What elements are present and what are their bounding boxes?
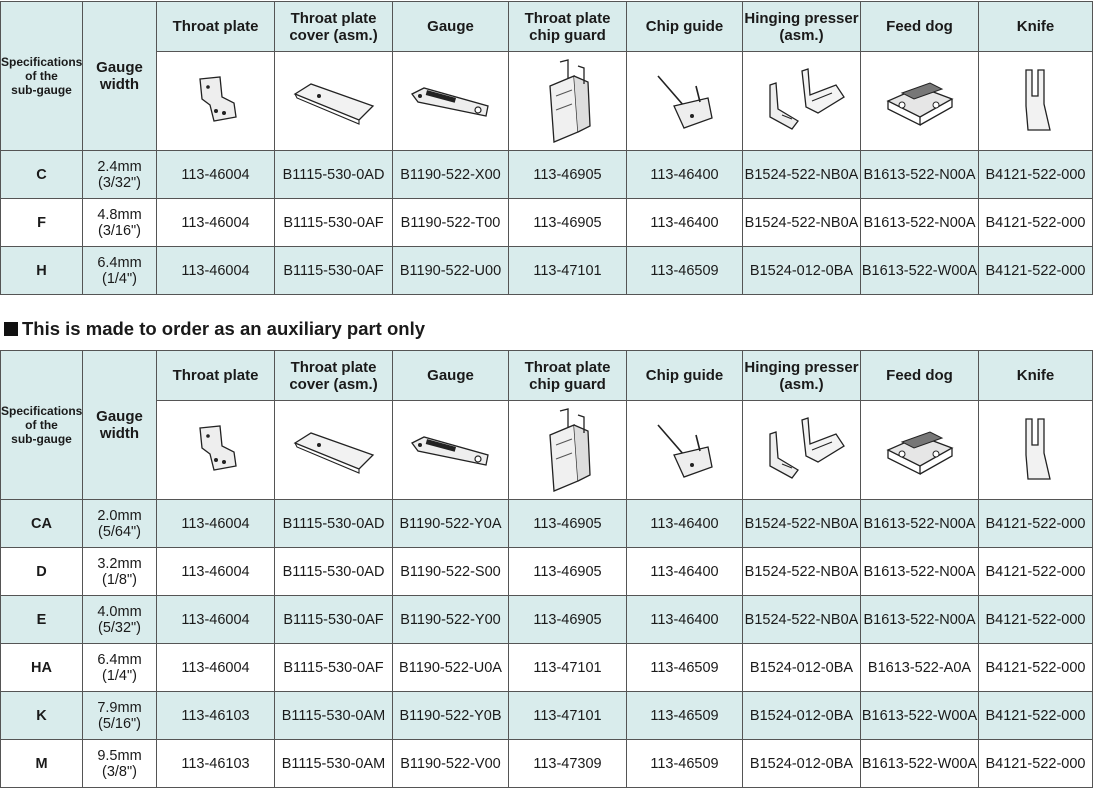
chip-guard-icon (509, 401, 627, 500)
knife-icon (979, 401, 1093, 500)
header-gauge-width: Gauge width (83, 2, 157, 151)
header-chip-guard: Throat plate chip guard (509, 2, 627, 52)
table-row: HA 6.4mm (1/4") 113-46004 B1115-530-0AF B1190-522-U0A 113-47101 113-46509 B1524-012-0BA B1613-522-A0A B4121-522-000 (1, 644, 1093, 692)
hinging-presser-icon (743, 52, 861, 151)
throat-plate-cover-icon (275, 401, 393, 500)
knife-icon (979, 52, 1093, 151)
feed-dog-icon (861, 401, 979, 500)
parts-table-standard (0, 1, 1093, 295)
chip-guide-icon (627, 52, 743, 151)
header-knife: Knife (979, 2, 1093, 52)
header-feed-dog: Feed dog (861, 351, 979, 401)
hinging-presser-icon (743, 401, 861, 500)
header-throat-plate-cover: Throat plate cover (asm.) (275, 2, 393, 52)
throat-plate-cover-icon (275, 52, 393, 151)
header-hinging-presser: Hinging presser (asm.) (743, 351, 861, 401)
throat-plate-icon (157, 401, 275, 500)
square-bullet-icon (4, 322, 18, 336)
table-row: D 3.2mm (1/8") 113-46004 B1115-530-0AD B1190-522-S00 113-46905 113-46400 B1524-522-NB0A B1613-522-N00A B4121-522-000 (1, 548, 1093, 596)
header-chip-guard: Throat plate chip guard (509, 351, 627, 401)
table-row: F 4.8mm (3/16") 113-46004 B1115-530-0AF B1190-522-T00 113-46905 113-46400 B1524-522-NB0A B1613-522-N00A B4121-522-000 (1, 199, 1093, 247)
header-gauge: Gauge (393, 351, 509, 401)
header-spec: Specifications of the sub-gauge (1, 2, 83, 151)
table-row: H 6.4mm (1/4") 113-46004 B1115-530-0AF B1190-522-U00 113-47101 113-46509 B1524-012-0BA B1613-522-W00A B4121-522-000 (1, 247, 1093, 295)
feed-dog-icon (861, 52, 979, 151)
header-chip-guide: Chip guide (627, 351, 743, 401)
gauge-icon (393, 401, 509, 500)
header-gauge: Gauge (393, 2, 509, 52)
gauge-icon (393, 52, 509, 151)
table-row: K 7.9mm (5/16") 113-46103 B1115-530-0AM B1190-522-Y0B 113-47101 113-46509 B1524-012-0BA B1613-522-W00A B4121-522-000 (1, 692, 1093, 740)
table-row: CA 2.0mm (5/64") 113-46004 B1115-530-0AD B1190-522-Y0A 113-46905 113-46400 B1524-522-NB0A B1613-522-N00A B4121-522-000 (1, 500, 1093, 548)
table-row: E 4.0mm (5/32") 113-46004 B1115-530-0AF B1190-522-Y00 113-46905 113-46400 B1524-522-NB0A B1613-522-N00A B4121-522-000 (1, 596, 1093, 644)
parts-table-made-to-order (0, 350, 1093, 788)
header-throat-plate-cover: Throat plate cover (asm.) (275, 351, 393, 401)
header-throat-plate: Throat plate (157, 2, 275, 52)
header-hinging-presser: Hinging presser (asm.) (743, 2, 861, 52)
header-gauge-width: Gauge width (83, 351, 157, 500)
throat-plate-icon (157, 52, 275, 151)
header-knife: Knife (979, 351, 1093, 401)
header-throat-plate: Throat plate (157, 351, 275, 401)
header-feed-dog: Feed dog (861, 2, 979, 52)
chip-guide-icon (627, 401, 743, 500)
header-chip-guide: Chip guide (627, 2, 743, 52)
table-row: C 2.4mm (3/32") 113-46004 B1115-530-0AD B1190-522-X00 113-46905 113-46400 B1524-522-NB0A B1613-522-N00A B4121-522-000 (1, 151, 1093, 199)
table-row: M 9.5mm (3/8") 113-46103 B1115-530-0AM B1190-522-V00 113-47309 113-46509 B1524-012-0BA B1613-522-W00A B4121-522-000 (1, 740, 1093, 788)
section-heading: This is made to order as an auxiliary part only (4, 318, 425, 340)
header-spec: Specifications of the sub-gauge (1, 351, 83, 500)
chip-guard-icon (509, 52, 627, 151)
